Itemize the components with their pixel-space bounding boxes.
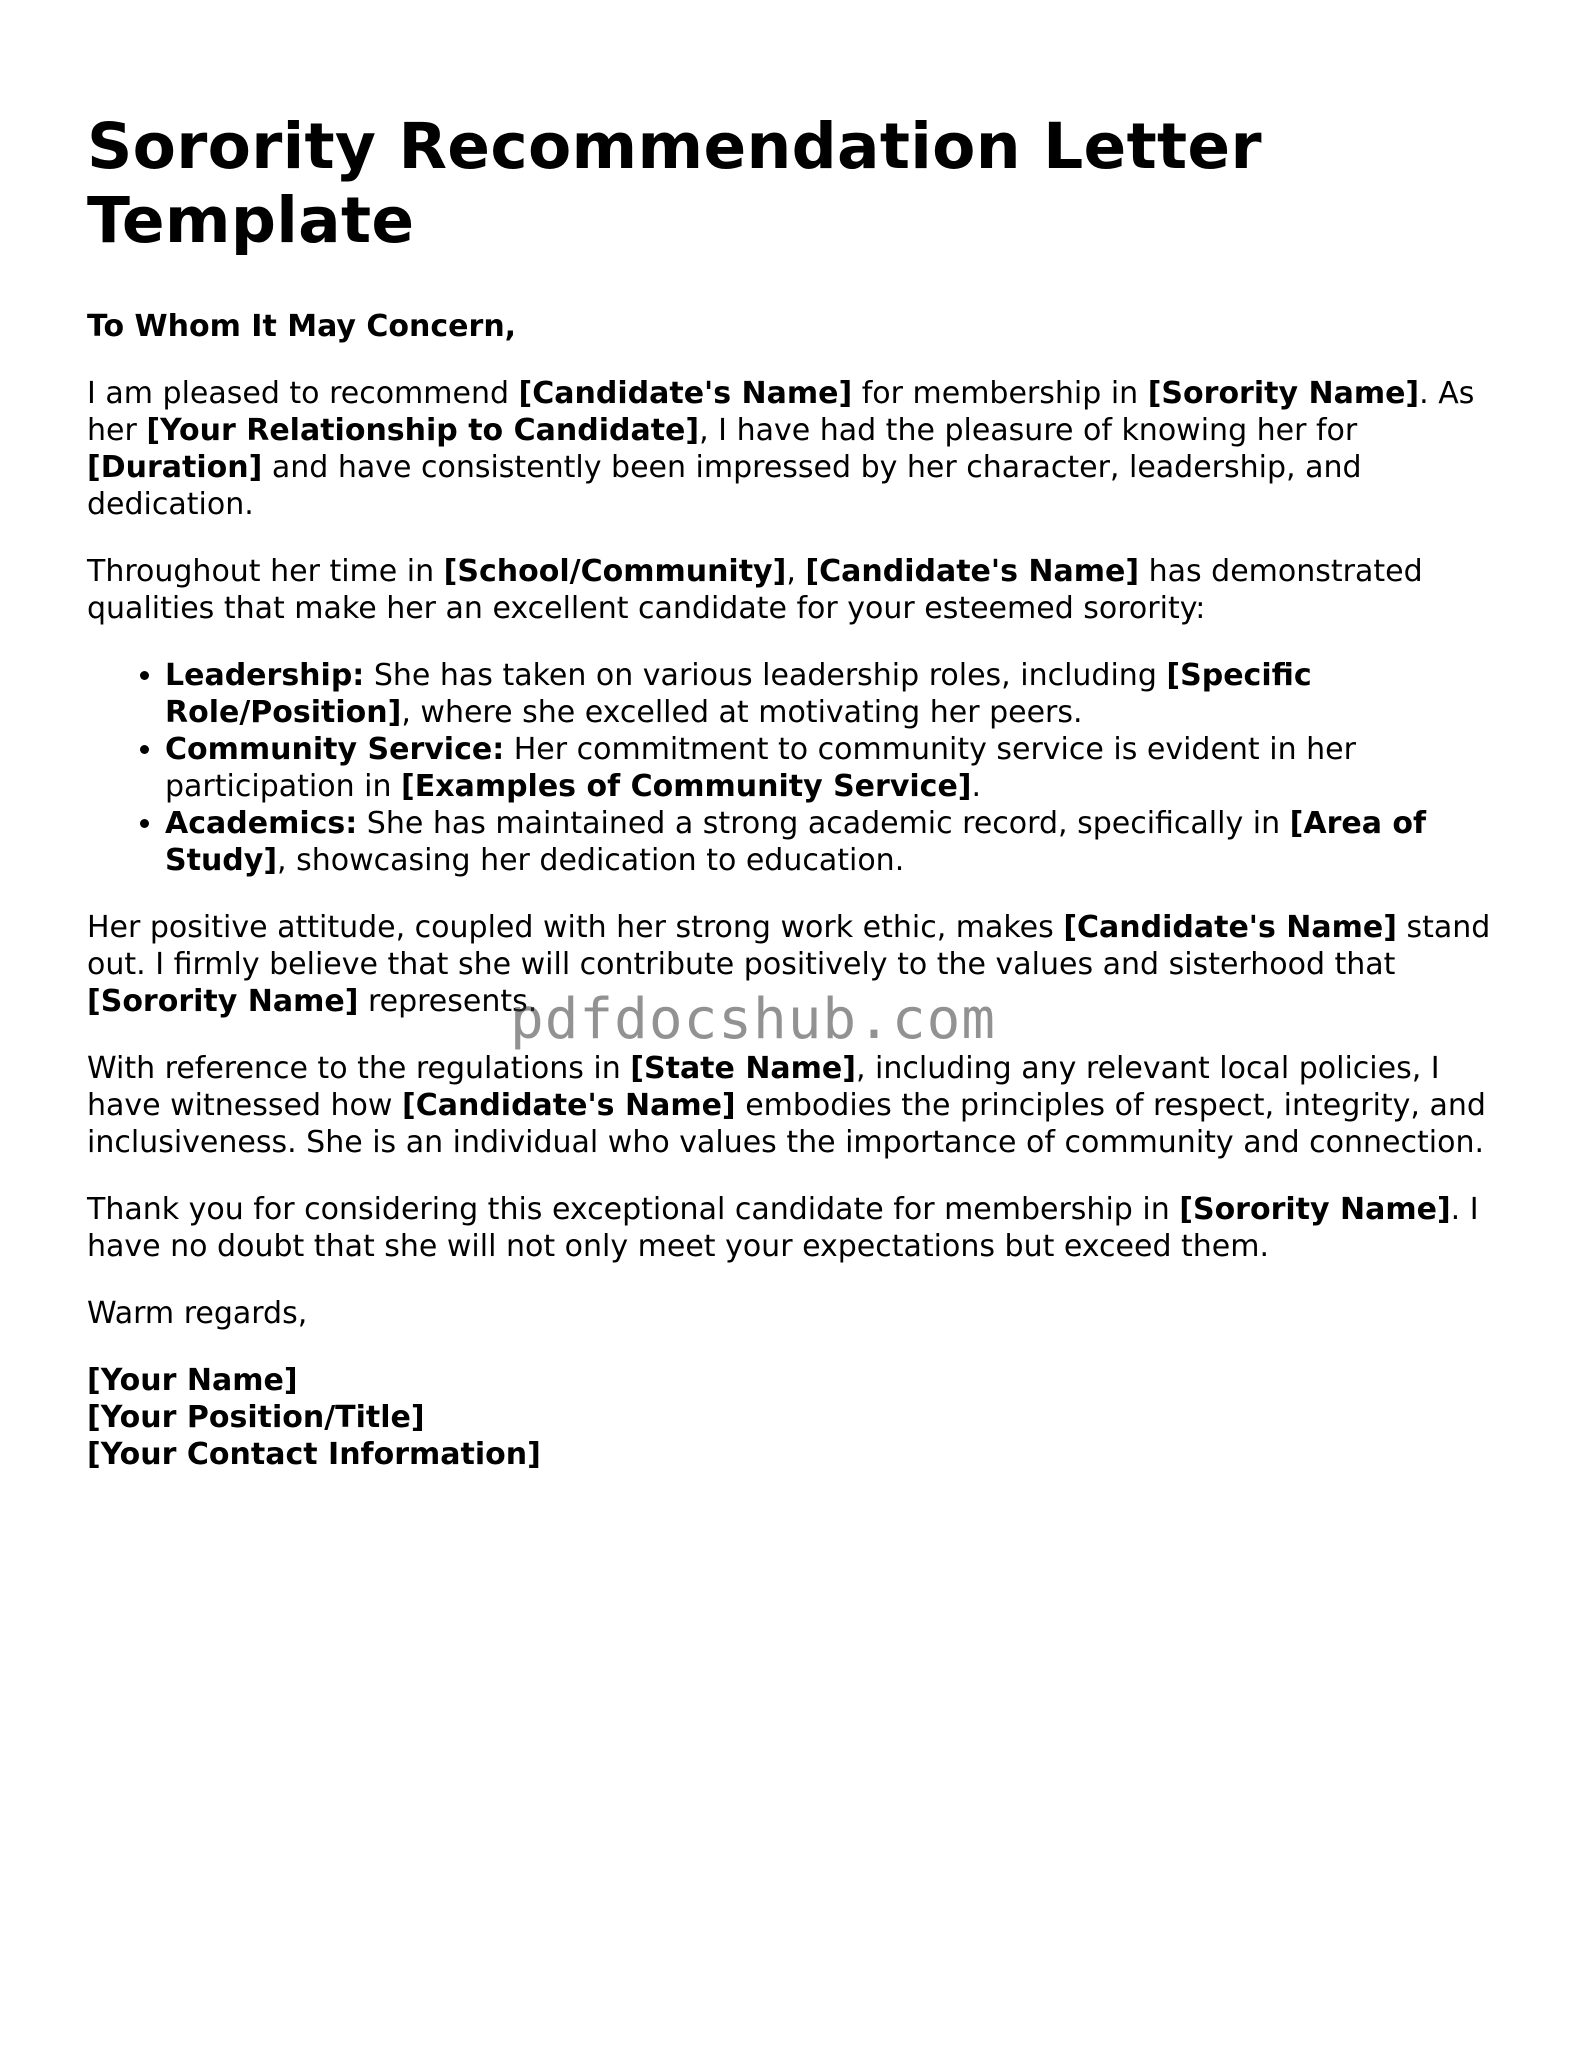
text: I am pleased to recommend	[87, 376, 519, 411]
signature-block	[87, 1362, 1507, 1473]
signature-name: [Your Name]	[87, 1363, 298, 1398]
paragraph-attitude	[87, 909, 1507, 1020]
placeholder-specific-role: [Specific Role/Position]	[165, 658, 1312, 730]
paragraph-regulations	[87, 1050, 1507, 1161]
text: Throughout her time in	[87, 554, 444, 589]
letter-document	[87, 110, 1507, 1473]
paragraph-qualities-intro	[87, 553, 1507, 627]
text: . I have no doubt that she will not only meet your expectations but exceed them.	[87, 1192, 1479, 1264]
placeholder-sorority-name: [Sorority Name]	[1179, 1192, 1451, 1227]
text: embodies the principles of respect, integrity, and inclusiveness. She is an individual who values the importance of community and connection.	[87, 1088, 1486, 1160]
placeholder-school-community: [School/Community]	[443, 554, 787, 589]
text: for membership in	[852, 376, 1148, 411]
list-item-academics	[165, 805, 1507, 879]
text: . As her	[87, 376, 1475, 448]
text: Thank you for considering this exceptional candidate for membership in	[87, 1192, 1180, 1227]
list-item-leadership	[165, 657, 1507, 731]
watermark: pdfdocshub.com	[510, 987, 997, 1052]
paragraph-introduction	[87, 375, 1507, 523]
placeholder-community-service-examples: [Examples of Community Service]	[401, 769, 972, 804]
text: .	[971, 769, 982, 804]
placeholder-candidate-name: [Candidate's Name]	[518, 376, 853, 411]
signoff: Warm regards,	[87, 1296, 308, 1331]
text: ,	[786, 554, 806, 589]
signature-position: [Your Position/Title]	[87, 1400, 425, 1435]
placeholder-area-of-study: [Area of Study]	[165, 806, 1427, 878]
text: Her positive attitude, coupled with her strong work ethic, makes	[87, 910, 1064, 945]
text: Her commitment to community service is evident in her participation in	[165, 732, 1356, 804]
placeholder-state-name: [State Name]	[630, 1051, 856, 1086]
text: represents.	[358, 984, 538, 1019]
page-title: Sorority Recommendation Letter Template	[87, 110, 1262, 257]
text: has demonstrated qualities that make her an excellent candidate for your esteemed sorority:	[87, 554, 1423, 626]
list-item-community-service	[165, 731, 1507, 805]
text: She has maintained a strong academic record, specifically in	[357, 806, 1290, 841]
text: , I have had the pleasure of knowing her for	[699, 413, 1358, 448]
text: , where she excelled at motivating her peers.	[401, 695, 1083, 730]
list-item-label: Academics:	[165, 806, 358, 841]
placeholder-sorority-name: [Sorority Name]	[1147, 376, 1420, 411]
text: She has taken on various leadership roles, including	[364, 658, 1167, 693]
paragraph-closing	[87, 1191, 1507, 1265]
placeholder-sorority-name: [Sorority Name]	[87, 984, 359, 1019]
text: With reference to the regulations in	[87, 1051, 631, 1086]
placeholder-candidate-name: [Candidate's Name]	[402, 1088, 736, 1123]
text: , including any relevant local policies, I have witnessed how	[87, 1051, 1440, 1123]
text: and have consistently been impressed by her character, leadership, and dedication.	[87, 450, 1362, 522]
placeholder-candidate-name: [Candidate's Name]	[805, 554, 1140, 589]
placeholder-candidate-name: [Candidate's Name]	[1063, 910, 1397, 945]
list-item-label: Leadership:	[165, 658, 365, 693]
placeholder-duration: [Duration]	[87, 450, 263, 485]
text: , showcasing her dedication to education.	[277, 843, 905, 878]
placeholder-relationship: [Your Relationship to Candidate]	[146, 413, 700, 448]
signature-contact: [Your Contact Information]	[87, 1437, 541, 1472]
text: stand out. I firmly believe that she will contribute positively to the values and sisterhood that	[87, 910, 1491, 982]
qualities-list	[87, 657, 1507, 879]
list-item-label: Community Service:	[165, 732, 505, 767]
salutation: To Whom It May Concern,	[87, 309, 517, 344]
